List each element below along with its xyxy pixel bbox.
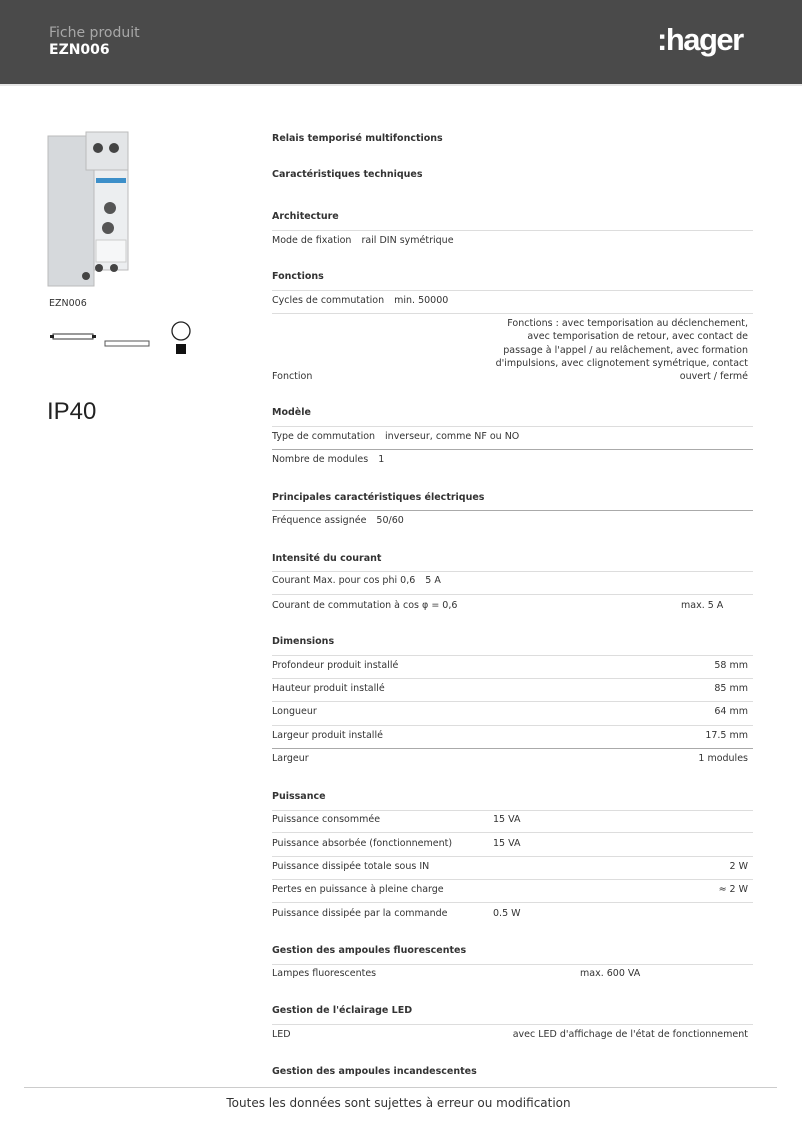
spec-label: Pertes en puissance à pleine charge — [272, 884, 444, 895]
section-incandescent: Gestion des ampoules incandescentes — [272, 1066, 477, 1077]
footer-divider — [24, 1087, 777, 1088]
hager-logo: :hager — [657, 22, 743, 57]
spec-row — [272, 859, 753, 875]
spec-label: Courant Max. pour cos phi 0,6 — [272, 575, 416, 586]
spec-value: max. 5 A — [681, 600, 724, 611]
divider — [272, 1024, 753, 1025]
section-power: Puissance — [272, 791, 326, 802]
spec-value: 0.5 W — [493, 908, 521, 919]
spec-value: 1 modules — [698, 753, 748, 764]
spec-value: 50/60 — [376, 515, 404, 526]
divider — [272, 879, 753, 880]
divider — [272, 290, 753, 291]
divider — [272, 510, 753, 511]
spec-label: Fréquence assignée — [272, 515, 367, 526]
divider — [272, 449, 753, 450]
spec-label: Hauteur produit installé — [272, 683, 385, 694]
divider — [272, 594, 753, 595]
product-image — [46, 128, 132, 288]
spec-label: Profondeur produit installé — [272, 660, 399, 671]
fonction-line: avec temporisation de retour, avec contact de — [527, 331, 748, 343]
spec-label: Puissance consommée — [272, 814, 381, 825]
fonction-line: d'impulsions, avec clignotement symétrique, contact — [495, 357, 748, 369]
spec-value: 2 W — [729, 861, 748, 872]
divider — [272, 964, 753, 965]
spec-row — [272, 573, 753, 589]
spec-label: Puissance absorbée (fonctionnement) — [272, 838, 453, 849]
spec-label: Nombre de modules — [272, 454, 369, 465]
spec-value: 64 mm — [714, 706, 748, 717]
divider — [272, 856, 753, 857]
spec-label: LED — [272, 1029, 291, 1040]
divider — [272, 230, 753, 231]
spec-value: max. 600 VA — [580, 968, 641, 979]
divider — [272, 810, 753, 811]
spec-label: Type de commutation — [272, 431, 376, 442]
spec-value: 15 VA — [493, 814, 521, 825]
spec-label: Mode de fixation — [272, 235, 352, 246]
section-dimensions: Dimensions — [272, 636, 335, 647]
section-architecture: Architecture — [272, 211, 339, 222]
spec-value: rail DIN symétrique — [361, 235, 454, 246]
fluorescent-tube-icon — [102, 340, 152, 348]
divider — [272, 748, 753, 749]
halogen-lamp-icon — [50, 332, 96, 342]
ip-rating: IP40 — [47, 398, 97, 425]
spec-value: min. 50000 — [394, 295, 449, 306]
divider — [272, 832, 753, 833]
section-electrical: Principales caractéristiques électriques — [272, 492, 485, 503]
fonction-line: Fonctions : avec temporisation au déclenchement, — [507, 318, 748, 329]
divider — [272, 678, 753, 679]
header-subtitle: Fiche produit — [49, 25, 140, 41]
section-fonctions: Fonctions — [272, 271, 324, 282]
spec-label: Puissance dissipée totale sous IN — [272, 861, 430, 872]
spec-row — [272, 1027, 753, 1043]
divider — [272, 902, 753, 903]
spec-label: Largeur produit installé — [272, 730, 383, 741]
spec-row — [272, 906, 753, 922]
spec-row — [272, 836, 753, 852]
spec-label: Lampes fluorescentes — [272, 968, 377, 979]
incandescent-bulb-icon — [170, 320, 192, 356]
spec-value: 15 VA — [493, 838, 521, 849]
spec-row — [272, 728, 753, 744]
spec-row — [272, 429, 753, 445]
spec-value: 58 mm — [714, 660, 748, 671]
product-title: Relais temporisé multifonctions — [272, 133, 443, 144]
spec-row — [272, 812, 753, 828]
spec-value: inverseur, comme NF ou NO — [385, 431, 520, 442]
spec-row — [272, 513, 753, 529]
spec-value: 17.5 mm — [705, 730, 748, 741]
divider — [272, 725, 753, 726]
divider — [272, 701, 753, 702]
spec-row — [272, 751, 753, 767]
spec-row — [272, 452, 753, 468]
divider — [272, 571, 753, 572]
spec-row — [272, 882, 753, 898]
spec-label: Cycles de commutation — [272, 295, 385, 306]
spec-row — [272, 598, 753, 614]
section-current: Intensité du courant — [272, 553, 382, 564]
section-fluorescent: Gestion des ampoules fluorescentes — [272, 945, 467, 956]
spec-value: ≈ 2 W — [718, 884, 748, 895]
spec-row — [272, 293, 753, 309]
page-header — [0, 0, 802, 84]
spec-row — [272, 658, 753, 674]
divider — [272, 655, 753, 656]
spec-row — [272, 681, 753, 697]
divider — [272, 426, 753, 427]
divider — [272, 313, 753, 314]
fonction-line: passage à l'appel / au relâchement, avec formation — [503, 344, 748, 356]
spec-label-fonction: Fonction — [272, 371, 313, 382]
section-led: Gestion de l'éclairage LED — [272, 1005, 413, 1016]
header-divider — [0, 84, 802, 86]
header-product: EZN006 — [49, 42, 110, 58]
section-subtitle: Caractéristiques techniques — [272, 169, 423, 180]
spec-value: avec LED d'affichage de l'état de fonctionnement — [512, 1029, 748, 1040]
spec-row — [272, 704, 753, 720]
spec-row — [272, 233, 753, 249]
product-image-caption: EZN006 — [49, 298, 87, 309]
spec-value: 1 — [378, 454, 385, 465]
spec-row — [272, 966, 753, 982]
spec-label: Courant de commutation à cos φ = 0,6 — [272, 600, 458, 611]
spec-value: 5 A — [425, 575, 441, 586]
spec-label: Longueur — [272, 706, 317, 717]
spec-label: Largeur — [272, 753, 309, 764]
fonction-line: ouvert / fermé — [679, 371, 748, 383]
spec-label: Puissance dissipée par la commande — [272, 908, 448, 919]
spec-value: 85 mm — [714, 683, 748, 694]
footer-disclaimer: Toutes les données sont sujettes à erreur ou modification — [226, 1096, 571, 1110]
section-modele: Modèle — [272, 407, 311, 418]
